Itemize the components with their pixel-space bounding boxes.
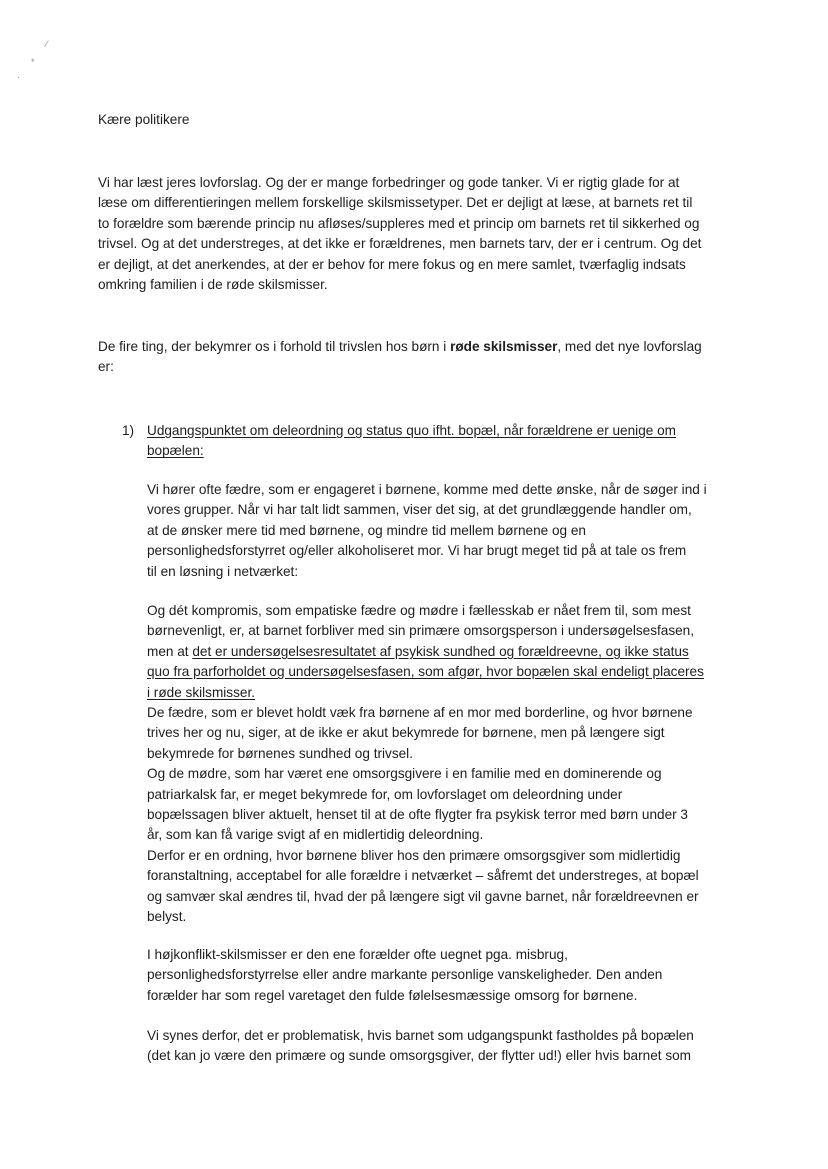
- text-line: (det kan jo være den primære og sunde omsorgsgiver, der flytter ud!) eller hvis barnet som: [147, 1048, 691, 1064]
- text-line: Udgangspunktet om deleordning og status quo ifht. bopæl, når forældrene er uenige om: [147, 423, 676, 438]
- text-line: Og de mødre, som har været ene omsorgsgivere i en familie med en dominerende og: [147, 766, 662, 782]
- text-line: Vi synes derfor, det er problematisk, hvis barnet som udgangspunkt fastholdes på bopælen: [147, 1028, 694, 1043]
- bold-text: røde skilsmisser: [450, 339, 558, 354]
- paragraph-3: [147, 945, 662, 1006]
- text-line: og samvær skal ændres til, hvad der på længere sigt vil gavne barnet, når forældreevnen er: [147, 888, 699, 904]
- text-line: [98, 337, 702, 357]
- text-line: bekymrede for børnenes sundhed og trivsel.: [147, 745, 413, 761]
- text-line: belyst.: [147, 909, 187, 925]
- text-line: De fædre, som er blevet holdt væk fra børnene af en mor med borderline, og hvor børnene: [147, 705, 693, 721]
- text-line: personlighedsforstyrrelse eller andre markante personlige vanskeligheder. Den anden: [147, 967, 663, 983]
- text-line: [147, 642, 704, 662]
- text-line: at de ønsker mere tid med børnene, og mindre tid mellem børnene og en: [147, 522, 586, 538]
- paragraph-2: [147, 601, 704, 928]
- text-line: børnevenligt, er, at barnet forbliver med sin primære omsorgsperson i undersøgelsesfasen,: [147, 623, 695, 639]
- text-line: Vi har læst jeres lovforslag. Og der er mange forbedringer og gode tanker. Vi er rigtig glade for at: [98, 175, 680, 190]
- text-line: bopælssagen bliver aktuelt, henset til at de ofte flygter fra psykisk terror med børn under 3: [147, 807, 688, 823]
- salutation: Kære politikere: [98, 112, 190, 127]
- paragraph-4: [147, 1026, 694, 1067]
- text-line: trivsel. Og at det understreges, at det ikke er forældrenes, men barnets tarv, der er i centrum. Og det: [98, 236, 702, 252]
- text-line: Og dét kompromis, som empatiske fædre og mødre i fællesskab er nået frem til, som mest: [147, 603, 691, 618]
- text-line: bopælen:: [147, 443, 204, 459]
- item-number: 1): [122, 423, 135, 438]
- scan-mark: ⁄: [46, 39, 48, 49]
- text-line: til en løsning i netværket:: [147, 563, 299, 579]
- text-segment: , med det nye lovforslag: [557, 339, 702, 354]
- scan-mark: *: [31, 57, 35, 67]
- text-line: år, som kan få varige svigt af en midlertidig deleordning.: [147, 827, 484, 843]
- text-line: Derfor er en ordning, hvor børnene bliver hos den primære omsorgsgiver som midlertidig: [147, 847, 681, 863]
- paragraph-1: [147, 480, 707, 582]
- underlined-text: quo fra parforholdet og undersøgelsesfasen, som afgør, hvor bopælen skal endeligt placeres: [147, 664, 704, 680]
- text-segment: De fire ting, der bekymrer os i forhold til trivslen hos børn i: [98, 339, 451, 354]
- underlined-text: det er undersøgelsesresultatet af psykisk sundhed og forældreevne, og ikke status: [192, 643, 689, 659]
- concerns-intro: [98, 337, 702, 378]
- text-line: I højkonflikt-skilsmisser er den ene forælder ofte uegnet pga. misbrug,: [147, 947, 568, 962]
- text-segment: men at: [147, 643, 193, 659]
- scan-mark: ·: [17, 72, 20, 82]
- item-heading: [147, 421, 676, 462]
- text-line: omkring familien i de røde skilsmisser.: [98, 277, 328, 293]
- text-line: læse om differentieringen mellem forskellige skilsmissetyper. Det er dejligt at læse, at barnets ret til: [98, 195, 693, 211]
- text-line: patriarkalsk far, er meget bekymrede for, om lovforslaget om deleordning under: [147, 786, 623, 802]
- text-line: vores grupper. Når vi har talt lidt sammen, viser det sig, at det grundlæggende handler om,: [147, 502, 692, 518]
- text-line: er dejligt, at det anerkendes, at der er behov for mere fokus og en mere samlet, tværfaglig indsats: [98, 256, 686, 272]
- text-line: trives her og nu, siger, at de ikke er akut bekymrede for børnene, men på længere sigt: [147, 725, 665, 741]
- text-line: Vi hører ofte fædre, som er engageret i børnene, komme med dette ønske, når de søger ind i: [147, 482, 707, 497]
- text-line: foranstaltning, acceptabel for alle forældre i netværket – såfremt det understreges, at bopæl: [147, 868, 699, 884]
- text-line: forælder har som regel varetaget den fulde følelsesmæssige omsorg for børnene.: [147, 987, 638, 1003]
- underlined-text: i røde skilsmisser.: [147, 684, 256, 700]
- intro-paragraph: [98, 173, 701, 295]
- text-line: er:: [98, 359, 114, 375]
- text-line: personlighedsforstyrret og/eller alkoholiseret mor. Vi har brugt meget tid på at tale os frem: [147, 543, 687, 559]
- text-line: to forældre som bærende princip nu afløses/suppleres med et princip om barnets ret til sikkerhed og: [98, 215, 700, 231]
